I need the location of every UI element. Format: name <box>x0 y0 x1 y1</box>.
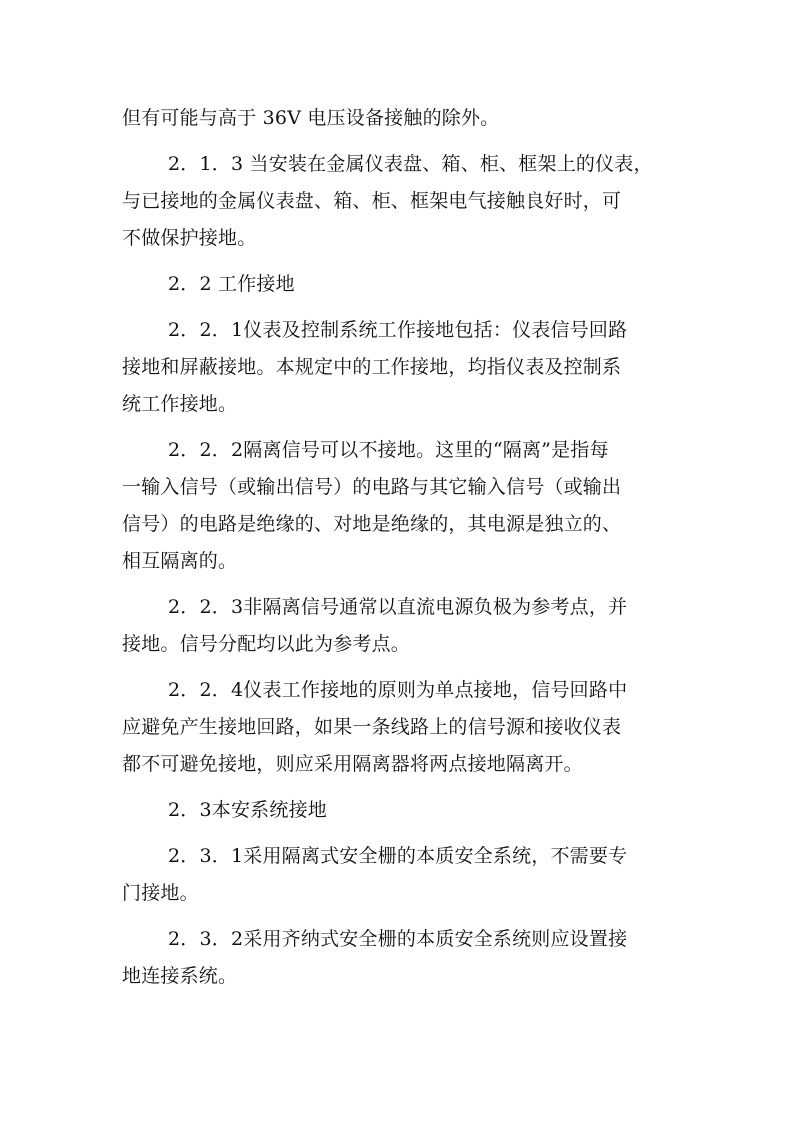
text-line: 一输入信号（或输出信号）的电路与其它输入信号（或输出 <box>122 476 622 498</box>
text-line: 2．2．2隔离信号可以不接地。这里的“隔离”是指每 <box>168 439 609 461</box>
text-line: 门接地。 <box>122 882 199 904</box>
text-line: 接地和屏蔽接地。本规定中的工作接地，均指仪表及控制系 <box>122 356 622 378</box>
text-line: 但有可能与高于 36V 电压设备接触的除外。 <box>122 107 500 129</box>
text-line: 2．3．1采用隔离式安全栅的本质安全系统，不需要专 <box>168 845 628 867</box>
text-line: 相互隔离的。 <box>122 550 238 572</box>
text-line: 2．2．3非隔离信号通常以直流电源负极为参考点，并 <box>168 596 628 618</box>
text-line: 信号）的电路是绝缘的、对地是绝缘的，其电源是独立的、 <box>122 513 622 535</box>
text-line: 与已接地的金属仪表盘、箱、柜、框架电气接触良好时，可 <box>122 190 622 212</box>
text-line: 不做保护接地。 <box>122 227 257 249</box>
text-line: 地连接系统。 <box>122 965 238 987</box>
text-line: 2．1．3 当安装在金属仪表盘、箱、柜、框架上的仪表， <box>168 153 653 175</box>
text-line: 应避免产生接地回路，如果一条线路上的信号源和接收仪表 <box>122 716 622 738</box>
section-heading: 2．2 工作接地 <box>168 273 295 295</box>
text-line: 2．2．1仪表及控制系统工作接地包括：仪表信号回路 <box>168 319 628 341</box>
text-line: 2．3．2采用齐纳式安全栅的本质安全系统则应设置接 <box>168 928 628 950</box>
text-line: 接地。信号分配均以此为参考点。 <box>122 633 411 655</box>
text-line: 统工作接地。 <box>122 393 238 415</box>
text-line: 都不可避免接地，则应采用隔离器将两点接地隔离开。 <box>122 753 583 775</box>
section-heading: 2．3本安系统接地 <box>168 799 327 821</box>
text-line: 2．2．4仪表工作接地的原则为单点接地，信号回路中 <box>168 679 628 701</box>
